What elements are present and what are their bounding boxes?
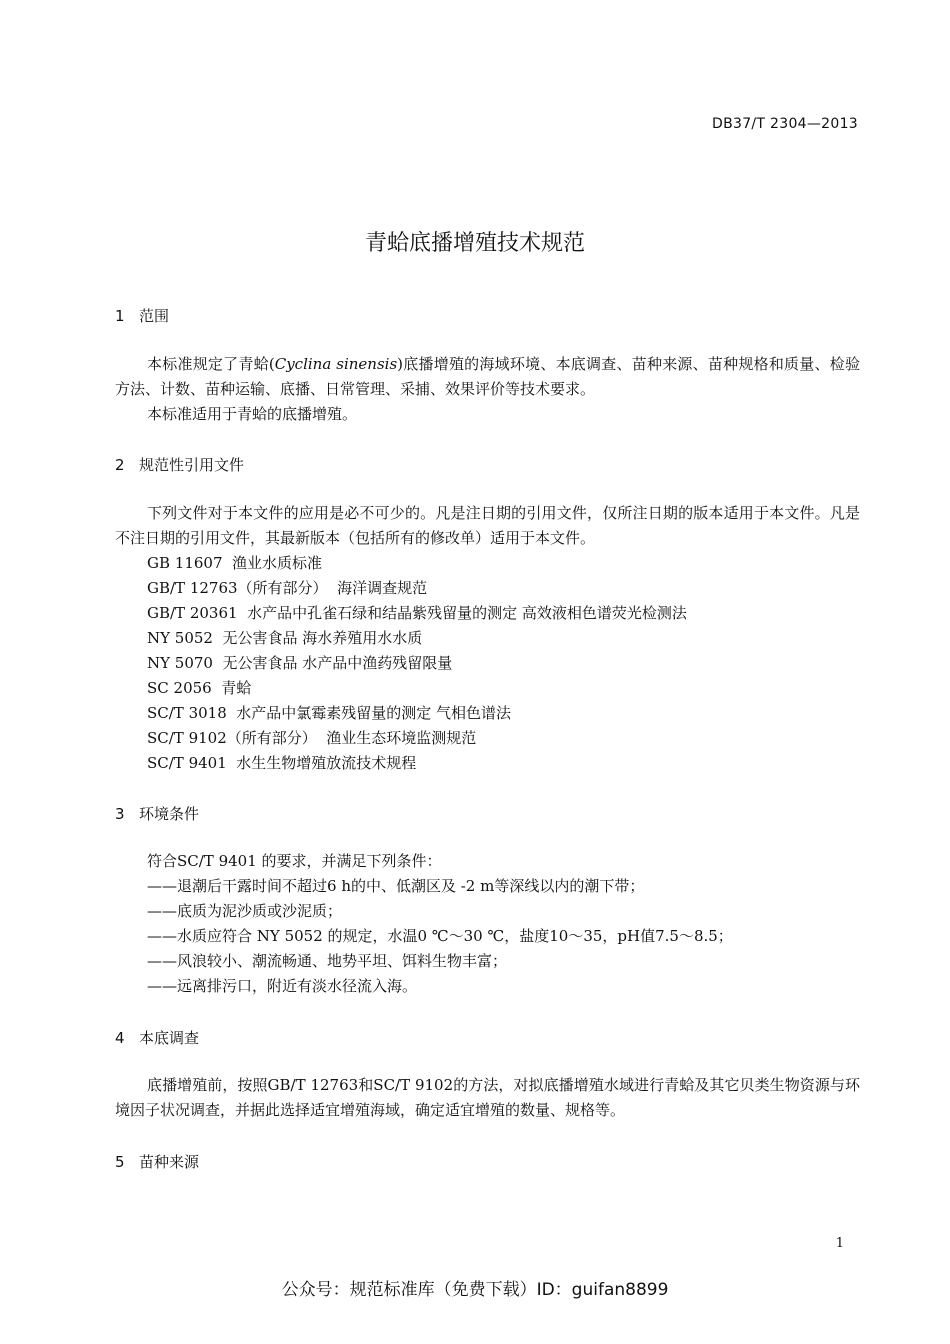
section-number: 3: [115, 805, 125, 823]
section-1-paragraph-1: [115, 352, 860, 402]
condition-item: ——底质为泥沙质或沙泥质；: [147, 902, 343, 920]
section-1-paragraph-2: 本标准适用于青蛤的底播增殖。: [147, 405, 358, 423]
text-run: )底播增殖的海域环境、本底调查、苗种来源、苗种规格和质量、检验方法、计数、苗种运输、底播、日常管理、采捕、效果评价等技术要求。: [115, 355, 860, 398]
reference-item: SC/T 9401 水生生物增殖放流技术规程: [147, 754, 417, 772]
section-number: 2: [115, 456, 125, 474]
section-title: 环境条件: [139, 805, 200, 823]
section-number: 5: [115, 1153, 125, 1171]
section-title: 范围: [139, 307, 170, 325]
section-title: 苗种来源: [139, 1153, 200, 1171]
section-1-heading: [115, 305, 169, 326]
document-code: DB37/T 2304—2013: [712, 116, 858, 132]
condition-item: ——水质应符合 NY 5052 的规定，水温0 ℃～30 ℃，盐度10～35，pH值7.5～8.5；: [147, 927, 733, 945]
condition-item: ——远离排污口，附近有淡水径流入海。: [147, 977, 418, 995]
section-number: 4: [115, 1029, 125, 1047]
section-2-heading: [115, 454, 244, 475]
condition-item: ——风浪较小、潮流畅通、地势平坦、饵料生物丰富；: [147, 952, 508, 970]
section-3-heading: [115, 803, 199, 824]
section-4-heading: [115, 1027, 199, 1048]
section-4-paragraph: 底播增殖前，按照GB/T 12763和SC/T 9102的方法，对拟底播增殖水域进行青蛤及其它贝类生物资源与环境因子状况调查，并据此选择适宜增殖海域，确定适宜增殖的数量、规格等。: [115, 1076, 860, 1119]
reference-item: GB/T 20361 水产品中孔雀石绿和结晶紫残留量的测定 高效液相色谱荧光检测法: [147, 604, 687, 622]
reference-item: SC/T 9102（所有部分） 渔业生态环境监测规范: [147, 729, 477, 747]
page-number: 1: [835, 1236, 844, 1251]
latin-name: Cyclina sinensis: [274, 355, 398, 373]
section-2-intro: 下列文件对于本文件的应用是必不可少的。凡是注日期的引用文件，仅所注日期的版本适用于本文件。凡是不注日期的引用文件，其最新版本（包括所有的修改单）适用于本文件。: [115, 504, 860, 547]
section-number: 1: [115, 307, 125, 325]
reference-item: NY 5052 无公害食品 海水养殖用水水质: [147, 629, 423, 647]
reference-item: GB 11607 渔业水质标准: [147, 554, 323, 572]
text-run: 本标准规定了青蛤(: [147, 355, 275, 373]
section-3-intro: 符合SC/T 9401 的要求，并满足下列条件：: [147, 852, 442, 870]
reference-item: NY 5070 无公害食品 水产品中渔药残留限量: [147, 654, 453, 672]
reference-item: SC 2056 青蛤: [147, 679, 252, 697]
reference-item: SC/T 3018 水产品中氯霉素残留量的测定 气相色谱法: [147, 704, 512, 722]
condition-item: ——退潮后干露时间不超过6 h的中、低潮区及 -2 m等深线以内的潮下带；: [147, 877, 645, 895]
footer-watermark: 公众号：规范标准库（免费下载）ID：guifan8899: [281, 1280, 669, 1300]
reference-item: GB/T 12763（所有部分） 海洋调查规范: [147, 579, 428, 597]
section-5-heading: [115, 1151, 199, 1172]
section-title: 规范性引用文件: [139, 456, 245, 474]
section-title: 本底调查: [139, 1029, 200, 1047]
document-title: 青蛤底播增殖技术规范: [364, 231, 585, 256]
